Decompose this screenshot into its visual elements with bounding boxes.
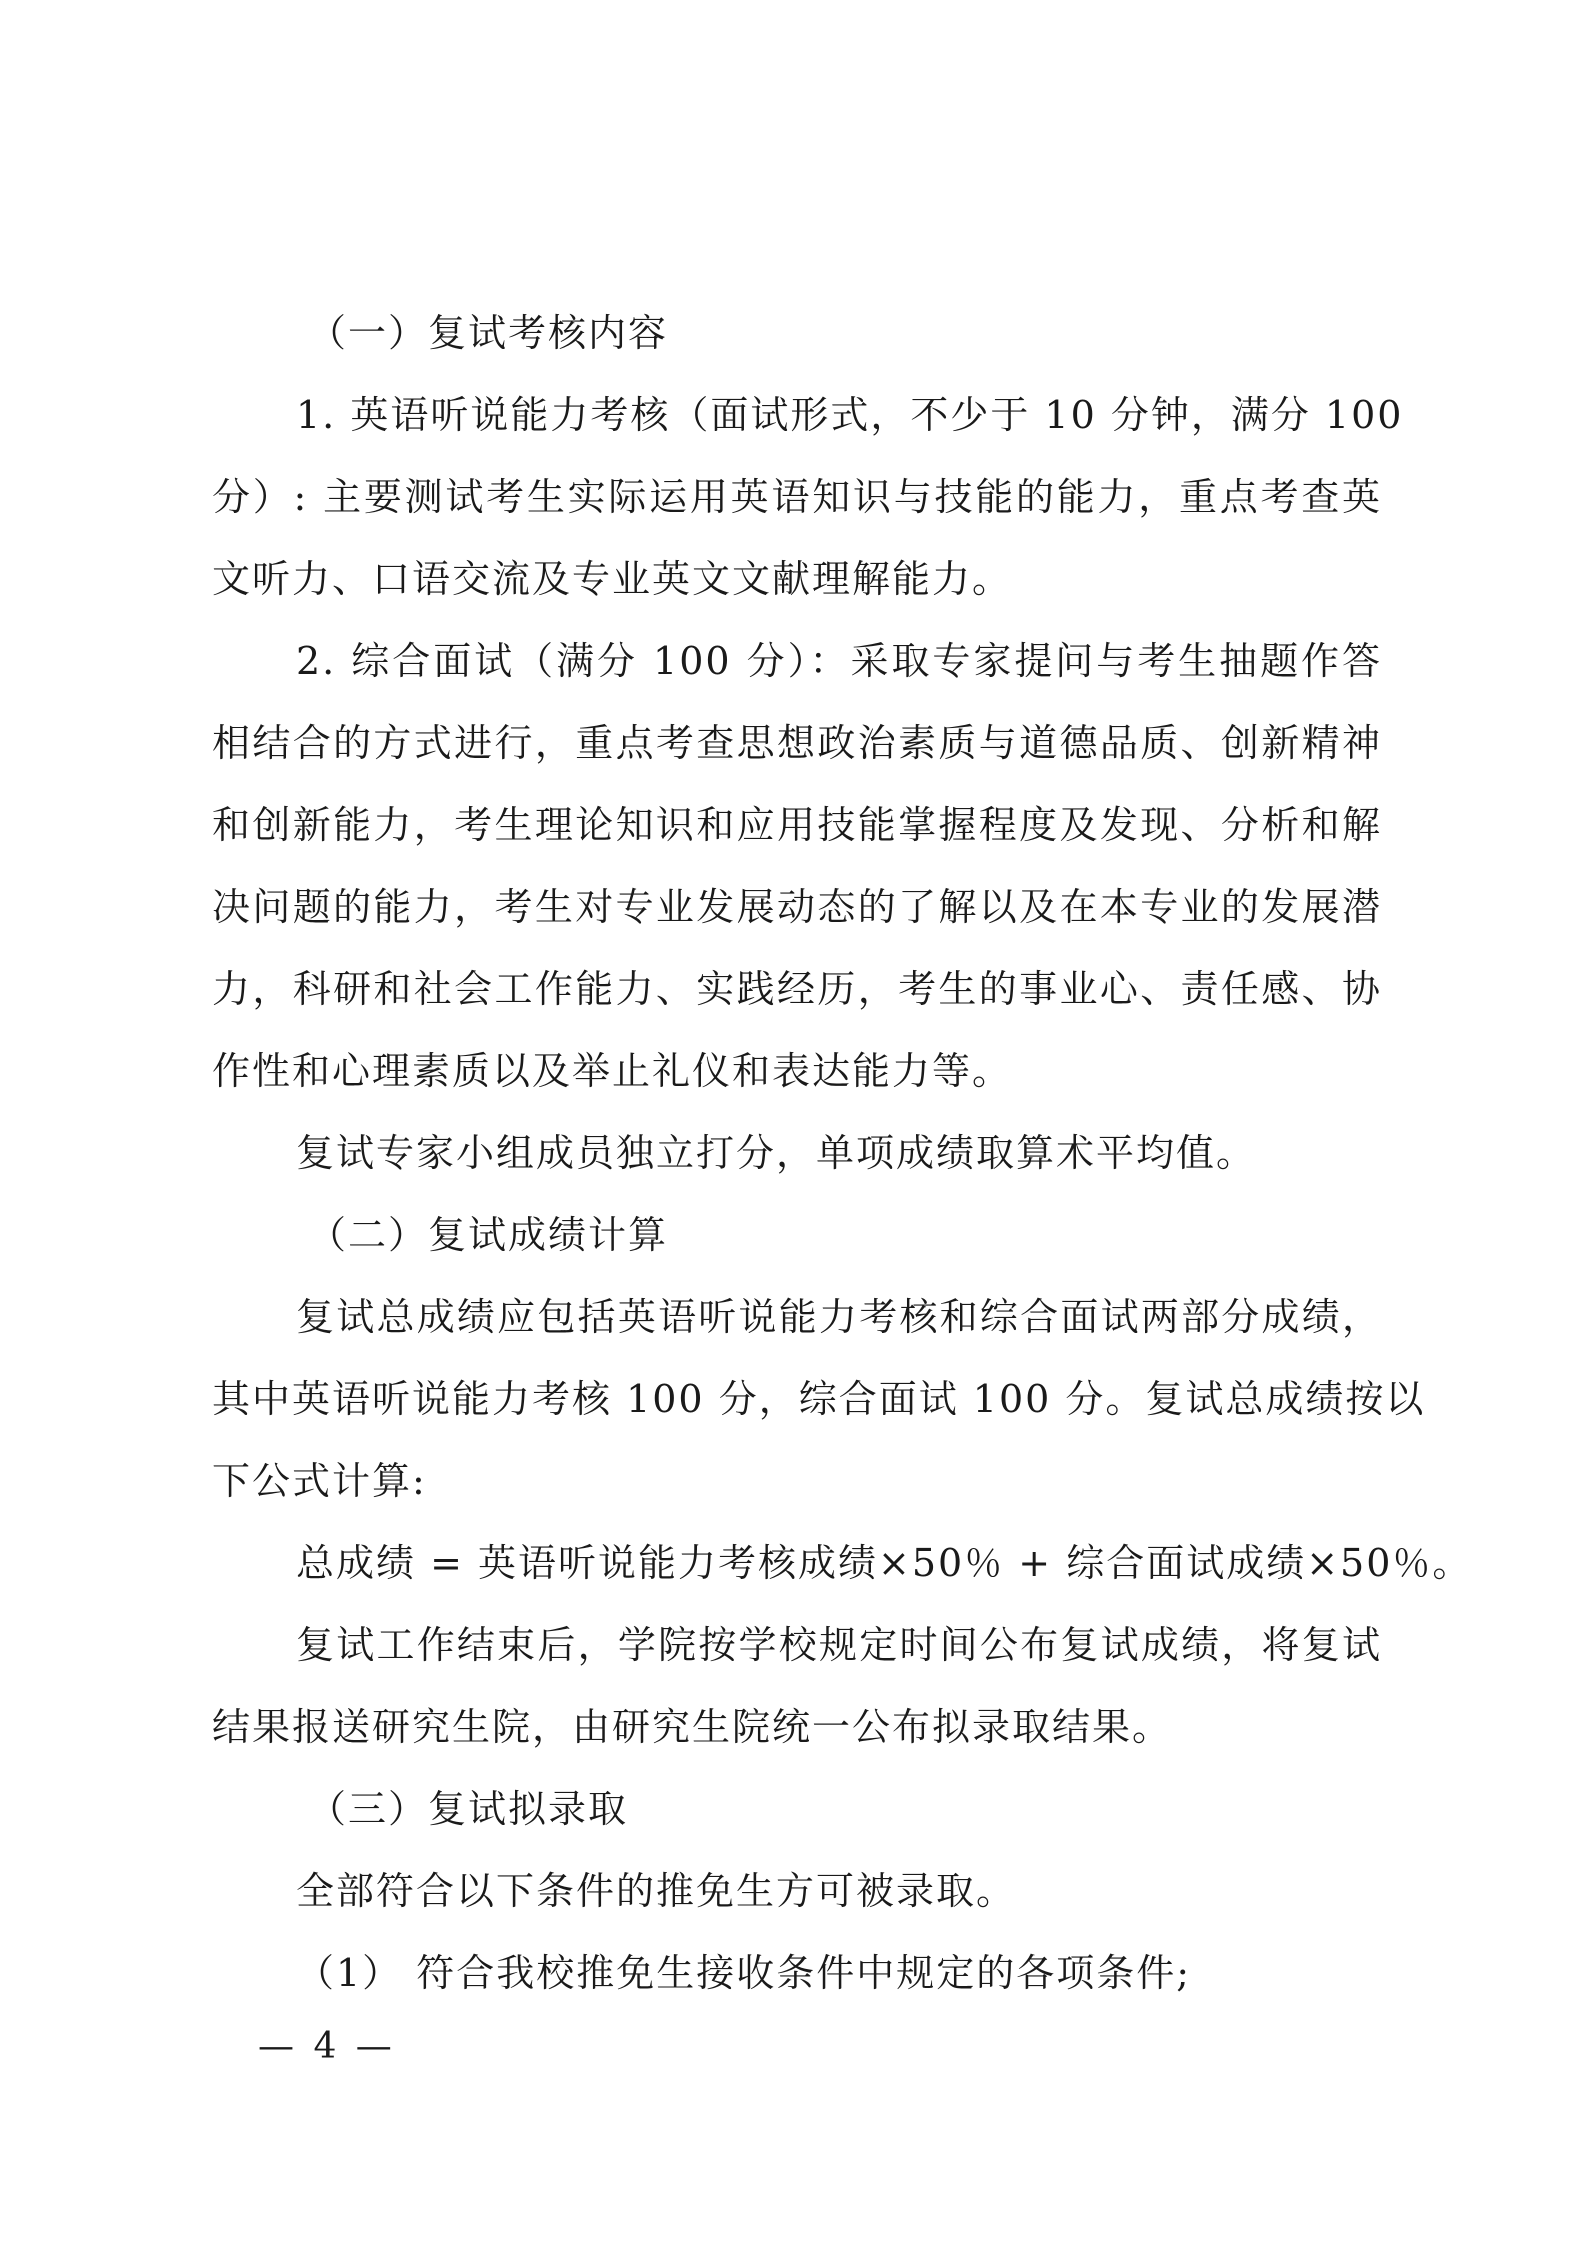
paragraph-line: 复试专家小组成员独立打分，单项成绩取算术平均值。 — [296, 1131, 1257, 1175]
paragraph-line: 文听力、口语交流及专业英文文献理解能力。 — [212, 557, 1013, 601]
section-heading-1: （一）复试考核内容 — [308, 311, 669, 355]
paragraph-line: 复试工作结束后，学院按学校规定时间公布复试成绩，将复试 — [296, 1623, 1382, 1667]
paragraph-line: 全部符合以下条件的推免生方可被录取。 — [296, 1869, 1017, 1913]
paragraph-line: 决问题的能力，考生对专业发展动态的了解以及在本专业的发展潜 — [212, 885, 1382, 929]
paragraph-line: 相结合的方式进行，重点考查思想政治素质与道德品质、创新精神 — [212, 721, 1382, 765]
paragraph-line: 分）: 主要测试考生实际运用英语知识与技能的能力，重点考查英 — [212, 475, 1382, 519]
page-number: — 4 — — [258, 2026, 396, 2067]
formula-line: 总成绩 = 英语听说能力考核成绩×50％ + 综合面试成绩×50％。 — [296, 1541, 1473, 1585]
paragraph-line: 其中英语听说能力考核 100 分，综合面试 100 分。复试总成绩按以 — [212, 1377, 1426, 1421]
paragraph-line: 2. 综合面试（满分 100 分）：采取专家提问与考生抽题作答 — [296, 639, 1382, 683]
paragraph-line: 复试总成绩应包括英语听说能力考核和综合面试两部分成绩， — [296, 1295, 1382, 1339]
paragraph-line: 结果报送研究生院，由研究生院统一公布拟录取结果。 — [212, 1705, 1173, 1749]
document-body — [212, 292, 1473, 2014]
section-heading-3: （三）复试拟录取 — [308, 1787, 629, 1831]
list-item: （1） 符合我校推免生接收条件中规定的各项条件; — [296, 1951, 1192, 1995]
paragraph-line: 1. 英语听说能力考核（面试形式，不少于 10 分钟，满分 100 — [296, 393, 1404, 437]
paragraph-line: 力，科研和社会工作能力、实践经历，考生的事业心、责任感、协 — [212, 967, 1382, 1011]
section-heading-2: （二）复试成绩计算 — [308, 1213, 669, 1257]
paragraph-line: 下公式计算: — [212, 1459, 427, 1503]
paragraph-line: 和创新能力，考生理论知识和应用技能掌握程度及发现、分析和解 — [212, 803, 1382, 847]
paragraph-line: 作性和心理素质以及举止礼仪和表达能力等。 — [212, 1049, 1013, 1093]
